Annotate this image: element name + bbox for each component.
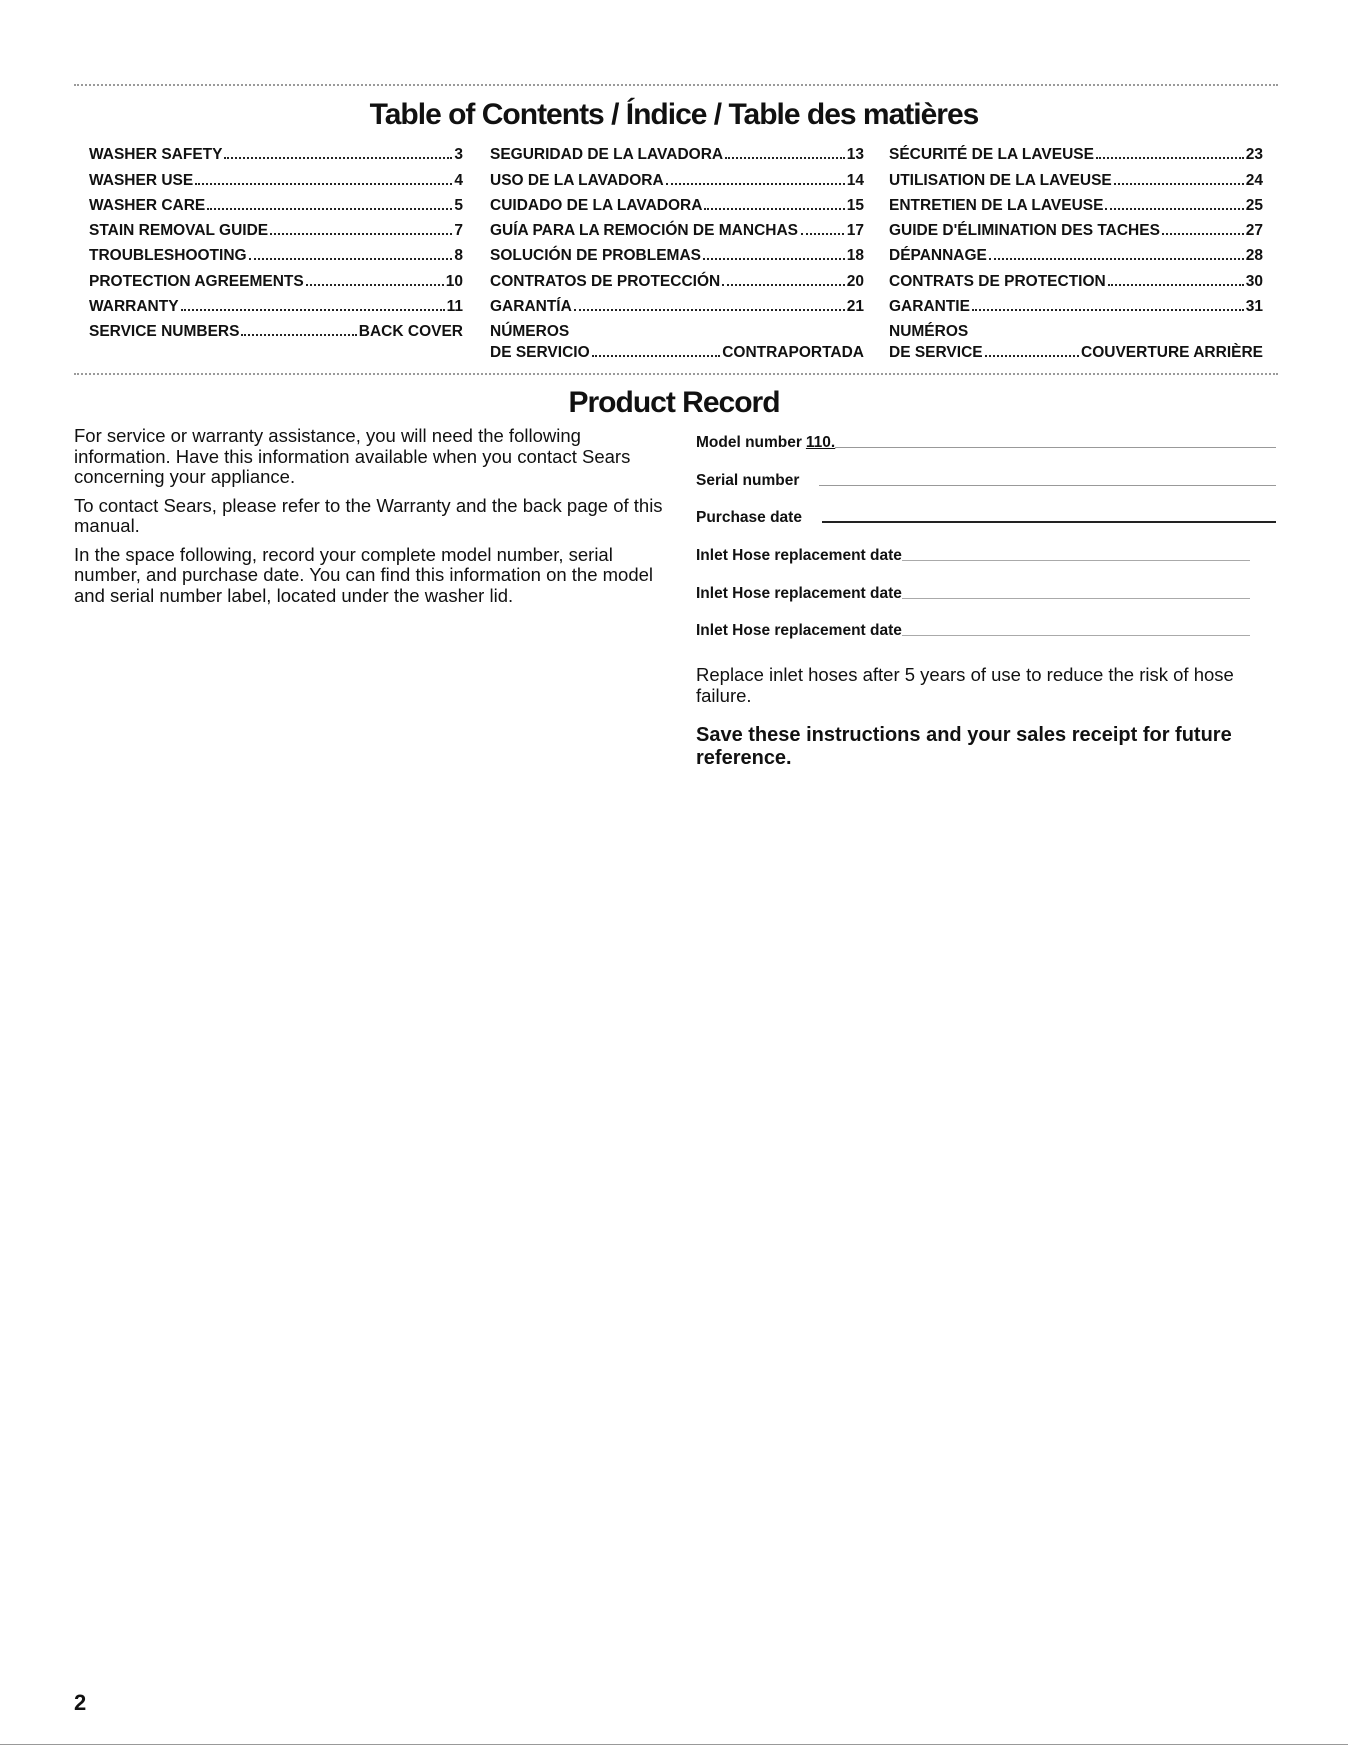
- dot-leader: [722, 284, 845, 286]
- bottom-rule: [0, 1744, 1348, 1745]
- dot-leader: [989, 258, 1244, 260]
- dot-leader: [306, 284, 444, 286]
- toc-entry-label: DE SERVICE: [889, 344, 983, 362]
- toc-entry[interactable]: [490, 139, 864, 164]
- hose-replacement-line: [902, 559, 1250, 561]
- dot-leader: [666, 183, 845, 185]
- serial-number-label: Serial number: [696, 471, 800, 489]
- dot-leader: [270, 233, 452, 235]
- toc-entry-label: PROTECTION AGREEMENTS: [89, 272, 304, 290]
- dot-leader: [207, 208, 452, 210]
- toc-entry[interactable]: [490, 291, 864, 316]
- toc-entry[interactable]: [889, 215, 1263, 240]
- serial-number-field[interactable]: [696, 452, 1276, 490]
- toc-entry-page: 7: [454, 222, 463, 240]
- toc-entry-page: 23: [1245, 146, 1263, 164]
- toc-column-french: [889, 139, 1263, 362]
- toc-entry-label: GARANTIE: [889, 298, 970, 316]
- toc-entry-page: 11: [446, 298, 463, 316]
- toc-entry-page: BACK COVER: [358, 323, 463, 341]
- toc-entry-label: USO DE LA LAVADORA: [490, 171, 664, 189]
- middle-dotted-rule: [74, 373, 1278, 375]
- hose-replacement-date-field[interactable]: [696, 527, 1276, 565]
- purchase-date-label: Purchase date: [696, 509, 802, 527]
- toc-entry[interactable]: [89, 291, 463, 316]
- toc-entry[interactable]: [889, 291, 1263, 316]
- toc-entry-page: 20: [846, 272, 864, 290]
- toc-column-spanish: [490, 139, 864, 362]
- hose-replacement-label: Inlet Hose replacement date: [696, 622, 902, 640]
- dot-leader: [195, 183, 452, 185]
- page-number: 2: [74, 1690, 87, 1715]
- toc-entry-label: WASHER SAFETY: [89, 146, 223, 164]
- toc-entry-label: GARANTÍA: [490, 298, 572, 316]
- toc-entry-page: 17: [846, 222, 864, 240]
- model-number-field[interactable]: [696, 428, 1276, 452]
- toc-entry-page: 10: [445, 272, 463, 290]
- toc-entry[interactable]: [490, 164, 864, 189]
- toc-entry-label: UTILISATION DE LA LAVEUSE: [889, 171, 1112, 189]
- model-number-value: 110.: [805, 434, 836, 451]
- toc-entry[interactable]: [89, 215, 463, 240]
- hose-replacement-date-field[interactable]: [696, 565, 1276, 603]
- paragraph: To contact Sears, please refer to the Warranty and the back page of this manual.: [74, 494, 663, 536]
- toc-entry-label: WARRANTY: [89, 298, 179, 316]
- toc-entry-page: 15: [846, 196, 864, 214]
- toc-entry[interactable]: [490, 341, 864, 362]
- toc-entry-label: WASHER CARE: [89, 196, 206, 214]
- toc-entry[interactable]: [490, 215, 864, 240]
- toc-entry[interactable]: [89, 240, 463, 265]
- toc-entry-page: 27: [1245, 222, 1263, 240]
- dot-leader: [704, 208, 844, 210]
- purchase-date-field[interactable]: [696, 490, 1276, 528]
- toc-entry-label: STAIN REMOVAL GUIDE: [89, 222, 269, 240]
- dot-leader: [1108, 284, 1244, 286]
- toc-entry-page: 18: [846, 247, 864, 265]
- toc-entry[interactable]: [889, 190, 1263, 215]
- toc-entry-label: SERVICE NUMBERS: [89, 323, 240, 341]
- model-number-label: Model number: [696, 434, 802, 451]
- toc-entry[interactable]: [89, 164, 463, 189]
- toc-entry[interactable]: [889, 341, 1263, 362]
- toc-entry[interactable]: [490, 240, 864, 265]
- toc-entry-label: NUMÉROS: [889, 323, 969, 341]
- paragraph: For service or warranty assistance, you will need the following information. Have this information available when you contact Sears concerning your appliance.: [74, 425, 631, 487]
- toc-entry[interactable]: [889, 164, 1263, 189]
- toc-entry[interactable]: [889, 240, 1263, 265]
- dot-leader: [1105, 208, 1243, 210]
- toc-entry-label: SOLUCIÓN DE PROBLEMAS: [490, 247, 701, 265]
- dot-leader: [249, 258, 453, 260]
- toc-entry-page: CONTRAPORTADA: [722, 344, 864, 362]
- top-dotted-rule: [74, 84, 1278, 86]
- toc-entry-label: GUÍA PARA LA REMOCIÓN DE MANCHAS: [490, 222, 798, 240]
- paragraph: In the space following, record your complete model number, serial number, and purchase date. You can find this information on the model and serial number label, located under the washer lid.: [74, 543, 654, 606]
- toc-entry-label: NÚMEROS: [490, 323, 570, 341]
- toc-entry-page: 30: [1245, 272, 1263, 290]
- toc-entry-page: 13: [846, 146, 864, 164]
- toc-entry-label: DÉPANNAGE: [889, 247, 987, 265]
- product-record-form: [696, 428, 1276, 770]
- dot-leader: [574, 309, 845, 311]
- dot-leader: [1114, 183, 1244, 185]
- toc-entry-label: DE SERVICIO: [490, 344, 590, 362]
- dot-leader: [985, 355, 1079, 357]
- product-record-instructions: [74, 426, 664, 614]
- hose-replacement-date-field[interactable]: [696, 603, 1276, 641]
- model-number-line: [835, 446, 1276, 448]
- dot-leader: [801, 233, 844, 235]
- dot-leader: [1096, 157, 1244, 159]
- toc-entry-page: 3: [454, 146, 463, 164]
- dot-leader: [241, 334, 356, 336]
- product-record-title: Product Record: [568, 386, 780, 419]
- toc-entry[interactable]: [89, 265, 463, 290]
- toc-entry-label: CUIDADO DE LA LAVADORA: [490, 196, 703, 214]
- dot-leader: [224, 157, 452, 159]
- dot-leader: [1162, 233, 1244, 235]
- hose-replacement-line: [902, 597, 1250, 599]
- toc-entry-line1: [889, 316, 1263, 341]
- toc-entry[interactable]: [89, 139, 463, 164]
- hose-replacement-note: Replace inlet hoses after 5 years of use to reduce the risk of hose failure.: [696, 664, 1234, 707]
- toc-entry-page: 28: [1245, 247, 1263, 265]
- toc-entry-page: COUVERTURE ARRIÈRE: [1081, 344, 1263, 362]
- toc-title: Table of Contents / Índice / Table des matières: [369, 98, 979, 131]
- toc-entry-label: CONTRATOS DE PROTECCIÓN: [490, 272, 721, 290]
- toc-entry-line1: [490, 316, 864, 341]
- toc-entry-label: CONTRATS DE PROTECTION: [889, 272, 1106, 290]
- hose-replacement-label: Inlet Hose replacement date: [696, 547, 902, 565]
- toc-entry[interactable]: [490, 190, 864, 215]
- hose-replacement-label: Inlet Hose replacement date: [696, 584, 902, 602]
- dot-leader: [703, 258, 845, 260]
- toc-entry[interactable]: [490, 265, 864, 290]
- toc-entry-page: 4: [454, 171, 463, 189]
- toc-entry-page: 24: [1245, 171, 1263, 189]
- toc-entry-label: WASHER USE: [89, 171, 194, 189]
- dot-leader: [592, 355, 721, 357]
- toc-entry[interactable]: [89, 316, 463, 341]
- toc-entry-page: 31: [1245, 298, 1263, 316]
- toc-entry-page: 25: [1245, 196, 1263, 214]
- toc-entry-page: 14: [846, 171, 864, 189]
- save-instructions-note: Save these instructions and your sales receipt for future reference.: [696, 724, 1232, 770]
- toc-entry[interactable]: [89, 190, 463, 215]
- toc-entry[interactable]: [889, 139, 1263, 164]
- toc-entry-label: SEGURIDAD DE LA LAVADORA: [490, 146, 724, 164]
- toc-entry-page: 21: [846, 298, 864, 316]
- toc-entry-page: 5: [454, 196, 463, 214]
- purchase-date-line: [822, 520, 1276, 523]
- toc-entry[interactable]: [889, 265, 1263, 290]
- toc-entry-label: SÉCURITÉ DE LA LAVEUSE: [889, 146, 1094, 164]
- dot-leader: [725, 157, 845, 159]
- hose-replacement-line: [902, 634, 1250, 636]
- toc-entry-page: 8: [454, 247, 463, 265]
- dot-leader: [181, 309, 445, 311]
- toc-entry-label: GUIDE D'ÉLIMINATION DES TACHES: [889, 222, 1160, 240]
- serial-number-line: [819, 484, 1276, 486]
- toc-column-english: [89, 139, 463, 341]
- dot-leader: [972, 309, 1244, 311]
- toc-entry-label: ENTRETIEN DE LA LAVEUSE: [889, 196, 1104, 214]
- toc-entry-label: TROUBLESHOOTING: [89, 247, 247, 265]
